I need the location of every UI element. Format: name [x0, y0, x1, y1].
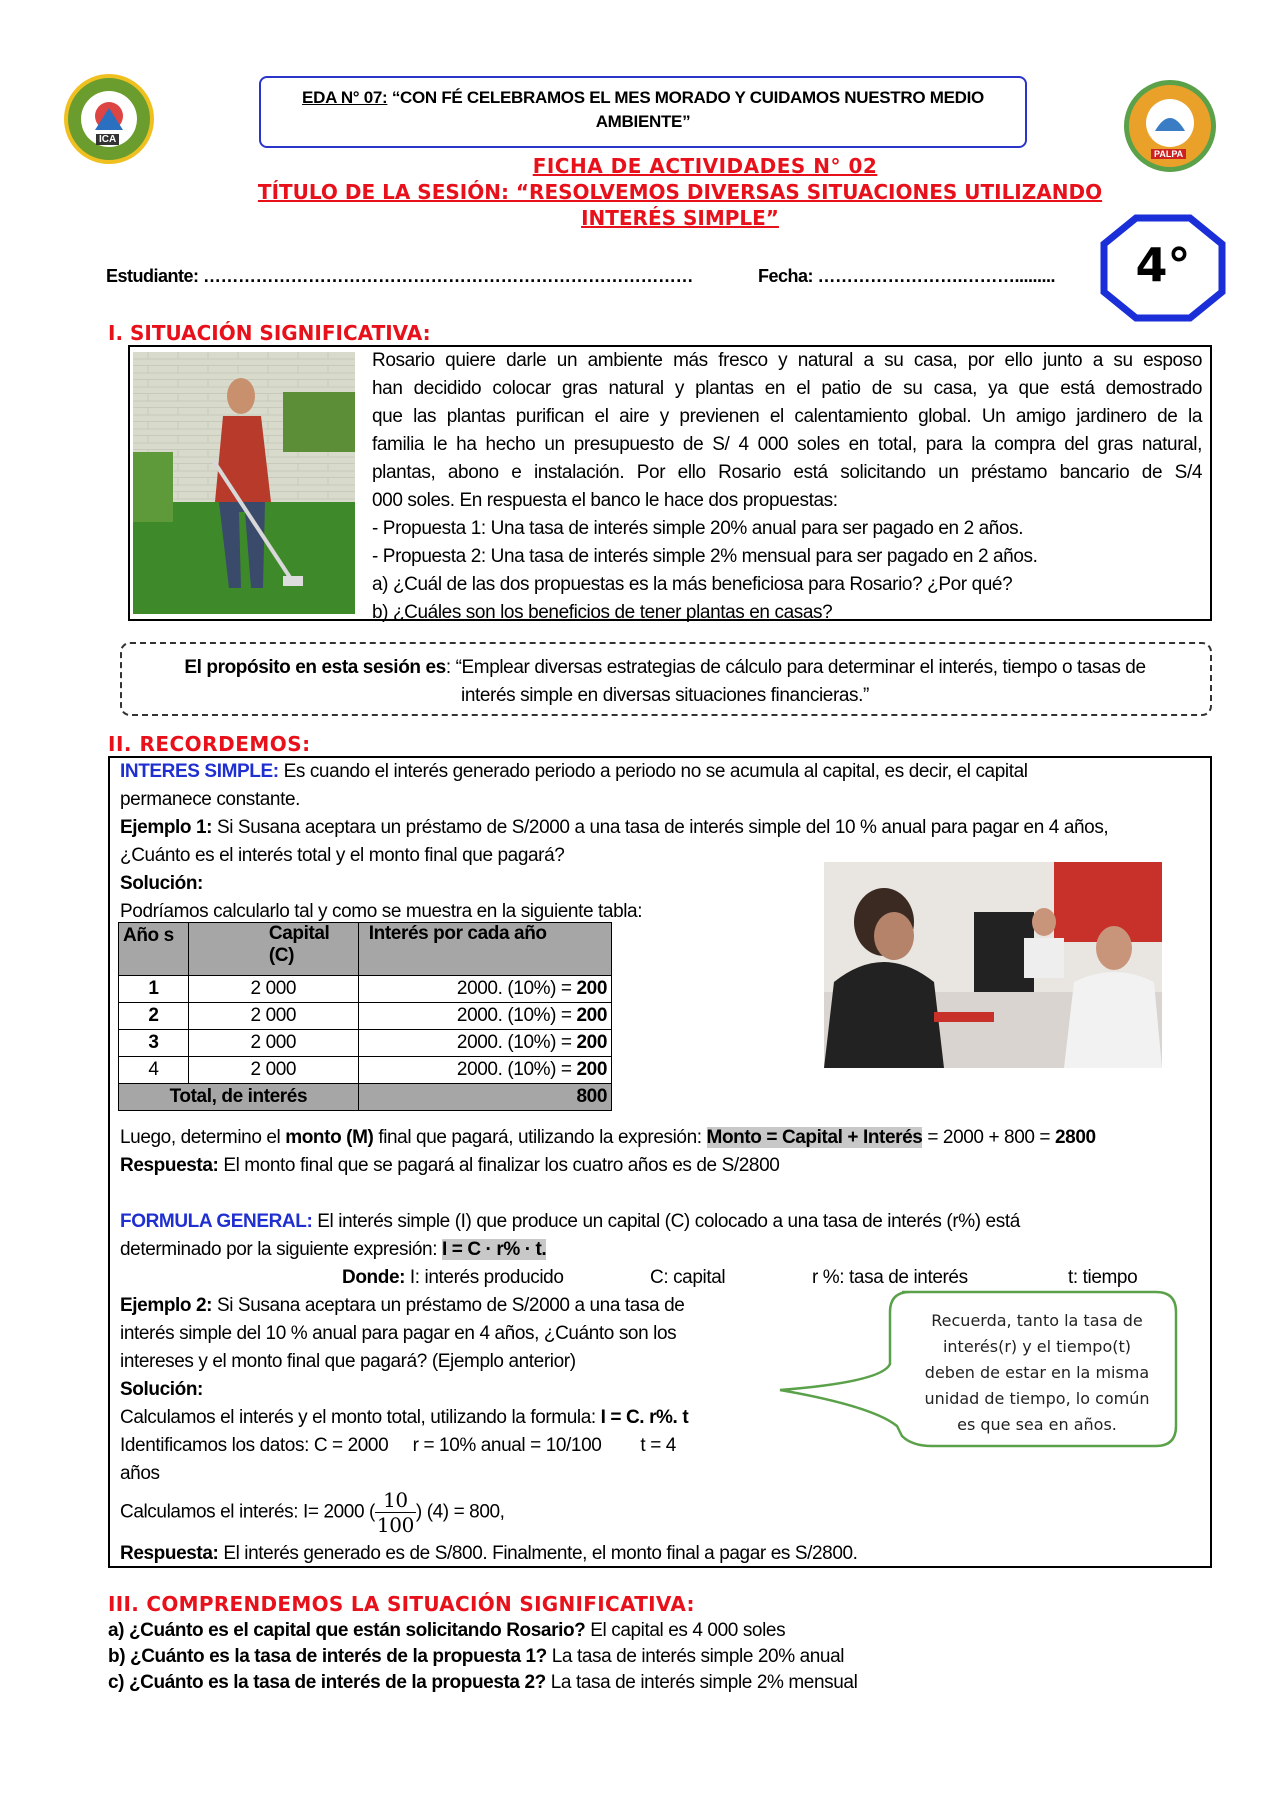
calc-text: 2000. (10%) = [456, 978, 577, 999]
respuesta2-text: El interés generado es de S/800. Finalmente, el monto final a pagar es S/2800. [218, 1543, 858, 1564]
section1-heading: I. SITUACIÓN SIGNIFICATIVA: [108, 321, 431, 345]
monto-line [120, 1124, 1210, 1152]
purpose-text [130, 654, 1200, 710]
situacion-line: han decidido colocar gras natural y plantas en el patio de su casa, ya que está demostrado [372, 378, 1202, 399]
calc-line-formula: I = C. r%. t [600, 1407, 689, 1428]
calc-interes-post: ) (4) = 800, [415, 1501, 505, 1523]
left-logo-text: ICA [96, 134, 119, 145]
interes-table [118, 922, 612, 1111]
table-cell-capital: 2 000 [188, 1057, 358, 1084]
school-logo-left [64, 74, 154, 164]
table-row [119, 1057, 612, 1084]
monto-calc: = 2000 + 800 = [922, 1127, 1055, 1148]
table-row [119, 976, 612, 1003]
bank-counter-image [824, 862, 1162, 1068]
eda-title-line2: AMBIENTE” [595, 112, 691, 131]
propuesta-2: - Propuesta 2: Una tasa de interés simple 2% mensual para ser pagado en 2 años. [372, 546, 1038, 567]
qa-item [108, 1644, 1208, 1670]
table-cell-year: 4 [119, 1057, 189, 1084]
situacion-text [372, 347, 1202, 627]
calc-text: 2000. (10%) = [456, 1059, 577, 1080]
donde-label: Donde: [342, 1267, 406, 1288]
section3-qa [108, 1618, 1208, 1696]
table-row [119, 1030, 612, 1057]
ficha-title: FICHA DE ACTIVIDADES N° 02 [532, 154, 878, 178]
section2-heading: II. RECORDEMOS: [108, 732, 311, 756]
callout-line: interés(r) y el tiempo(t) [942, 1337, 1132, 1356]
monto-pre: Luego, determino el [120, 1127, 286, 1148]
formula-expression: I = C · r% · t. [441, 1239, 547, 1260]
respuesta2-label: Respuesta: [120, 1543, 219, 1564]
ejemplo2-line: Si Susana aceptara un préstamo de S/2000 a una tasa de [212, 1295, 685, 1316]
eda-title-box [259, 76, 1027, 148]
table-cell-capital: 2 000 [188, 1030, 358, 1057]
monto-bold: monto (M) [285, 1127, 374, 1148]
situacion-line: 000 soles. En respuesta el banco le hace dos propuestas: [372, 490, 838, 511]
table-header-anos: Año s [119, 923, 189, 976]
respuesta1-text: El monto final que se pagará al finalizar los cuatro años es de S/2800 [218, 1155, 780, 1176]
gardener-trimming-grass-image [133, 352, 355, 614]
situacion-line: que las plantas purifican el aire y previenen el calentamiento global. Un amigo jardinero de la [372, 406, 1202, 427]
monto-mid: final que pagará, utilizando la expresión: [373, 1127, 707, 1148]
ejemplo2-line: interés simple del 10 % anual para pagar en 4 años, ¿Cuánto son los [120, 1323, 677, 1344]
respuesta1-label: Respuesta: [120, 1155, 219, 1176]
qa-item [108, 1618, 1208, 1644]
calc-line-pre: Calculamos el interés y el monto total, utilizando la formula: [120, 1407, 601, 1428]
ejemplo2-label: Ejemplo 2: [120, 1295, 213, 1316]
calc-text: 2000. (10%) = [456, 1005, 577, 1026]
qa-item [108, 1670, 1208, 1696]
monto-result: 2800 [1054, 1127, 1096, 1148]
question-a: a) ¿Cuál de las dos propuestas es la más beneficiosa para Rosario? ¿Por qué? [372, 574, 1013, 595]
purpose-text-line1: : “Emplear diversas estrategias de cálculo para determinar el interés, tiempo o tasas de [445, 657, 1146, 678]
calc-text: 2000. (10%) = [456, 1032, 577, 1053]
calc-value: 200 [576, 1005, 607, 1026]
donde-c: C: capital [650, 1267, 726, 1288]
monto-formula: Monto = Capital + Interés [706, 1127, 923, 1148]
calc-value: 200 [576, 1032, 607, 1053]
propuesta-1: - Propuesta 1: Una tasa de interés simple 20% anual para ser pagado en 2 años. [372, 518, 1024, 539]
ejemplo1-line2: ¿Cuánto es el interés total y el monto final que pagará? [120, 845, 565, 866]
interes-def-line2: permanece constante. [120, 789, 301, 810]
fraction-numerator: 10 [375, 1488, 416, 1513]
calc-interes-pre: Calculamos el interés: I= 2000 ( [120, 1501, 375, 1523]
fraction-denominator: 100 [376, 1513, 414, 1537]
calculo-interes-line [120, 1488, 505, 1548]
callout-line: unidad de tiempo, lo común [924, 1389, 1150, 1408]
bank-office-photo [824, 862, 1162, 1068]
solucion1-label: Solución: [120, 873, 203, 894]
formula-general-label: FORMULA GENERAL: [120, 1211, 313, 1232]
fraction [375, 1488, 416, 1537]
interes-def-line1: Es cuando el interés generado periodo a periodo no se acumula al capital, es decir, el capital [278, 761, 1028, 782]
right-logo-text: PALPA [1151, 149, 1186, 159]
table-cell-year: 1 [119, 976, 189, 1003]
tabla-intro: Podríamos calcularlo tal y como se muestra en la siguiente tabla: [120, 901, 643, 922]
table-cell-capital: 2 000 [188, 976, 358, 1003]
table-cell-capital: 2 000 [188, 1003, 358, 1030]
situacion-line: Rosario quiere darle un ambiente más fresco y natural a su casa, por ello junto a su esposo [372, 350, 1202, 371]
donde-t: t: tiempo [1068, 1267, 1138, 1288]
table-header-row [119, 923, 612, 976]
datos-line: Identificamos los datos: C = 2000 r = 10% anual = 10/100 t = 4 [120, 1435, 676, 1456]
gardener-photo [133, 352, 355, 614]
solucion2-label: Solución: [120, 1379, 203, 1400]
calc-value: 200 [576, 1059, 607, 1080]
eda-label: EDA N° 07: [302, 88, 388, 107]
table-total-row [119, 1084, 612, 1111]
table-cell-year: 2 [119, 1003, 189, 1030]
table-header-interes: Interés por cada año [358, 923, 611, 976]
qa-answer: La tasa de interés simple 2% mensual [545, 1672, 858, 1693]
callout-text [892, 1308, 1182, 1438]
question-b: b) ¿Cuáles son los beneficios de tener plantas en casas? [372, 602, 833, 623]
table-cell-year: 3 [119, 1030, 189, 1057]
table-total-value: 800 [358, 1084, 611, 1111]
ejemplo2-block [120, 1292, 760, 1488]
table-cell-interes [358, 1003, 611, 1030]
situacion-line: plantas, abono e instalación. Por ello Rosario está solicitando un préstamo bancario de S/4 [372, 462, 1202, 483]
respuesta2-line [120, 1540, 858, 1568]
school-crest-icon [68, 78, 150, 160]
donde-i: I: interés producido [405, 1267, 564, 1288]
purpose-text-line2: interés simple en diversas situaciones financieras.” [461, 685, 869, 706]
qa-question: a) ¿Cuánto es el capital que están solicitando Rosario? [108, 1620, 586, 1641]
callout-line: es que sea en años. [957, 1415, 1117, 1434]
table-header-capital: Capital (C) [188, 923, 358, 976]
formula-line1: El interés simple (I) que produce un capital (C) colocado a una tasa de interés (r%) está [312, 1211, 1020, 1232]
recordemos-middle [120, 1124, 1210, 1264]
session-title-line1: TÍTULO DE LA SESIÓN: “RESOLVEMOS DIVERSAS SITUACIONES UTILIZANDO [257, 180, 1103, 204]
ejemplo1-line1: Si Susana aceptara un préstamo de S/2000 a una tasa de interés simple del 10 % anual para pagar en 4 años, [212, 817, 1109, 838]
callout-line: Recuerda, tanto la tasa de [931, 1311, 1143, 1330]
eda-title-line1: “CON FÉ CELEBRAMOS EL MES MORADO Y CUIDAMOS NUESTRO MEDIO [387, 88, 984, 107]
student-field[interactable]: Estudiante: ………………………………………………………………………… [106, 266, 694, 286]
date-field[interactable]: Fecha: …………………….………......... [758, 266, 1056, 286]
calc-value: 200 [576, 978, 607, 999]
qa-answer: La tasa de interés simple 20% anual [546, 1646, 845, 1667]
ejemplo2-line: intereses y el monto final que pagará? (Ejemplo anterior) [120, 1351, 576, 1372]
formula-line2: determinado por la siguiente expresión: [120, 1239, 442, 1260]
table-cell-interes [358, 1030, 611, 1057]
qa-question: b) ¿Cuánto es la tasa de interés de la propuesta 1? [108, 1646, 547, 1667]
table-total-label: Total, de interés [119, 1084, 359, 1111]
table-cell-interes [358, 976, 611, 1003]
grade-label: 4° [1135, 238, 1191, 292]
callout-line: deben de estar en la misma [924, 1363, 1150, 1382]
qa-question: c) ¿Cuánto es la tasa de interés de la propuesta 2? [108, 1672, 546, 1693]
section3-heading: III. COMPRENDEMOS LA SITUACIÓN SIGNIFICATIVA: [108, 1592, 695, 1616]
table-row [119, 1003, 612, 1030]
purpose-label: El propósito en esta sesión es [184, 657, 446, 678]
ejemplo1-label: Ejemplo 1: [120, 817, 213, 838]
session-title-line2: INTERÉS SIMPLE” [581, 206, 779, 230]
interes-simple-label: INTERES SIMPLE: [120, 761, 279, 782]
donde-r: r %: tasa de interés [812, 1267, 968, 1288]
anos-line: años [120, 1463, 160, 1484]
table-cell-interes [358, 1057, 611, 1084]
qa-answer: El capital es 4 000 soles [585, 1620, 786, 1641]
situacion-line: familia le ha hecho un presupuesto de S/ 4 000 soles en total, para la compra del gras natural, [372, 434, 1202, 455]
